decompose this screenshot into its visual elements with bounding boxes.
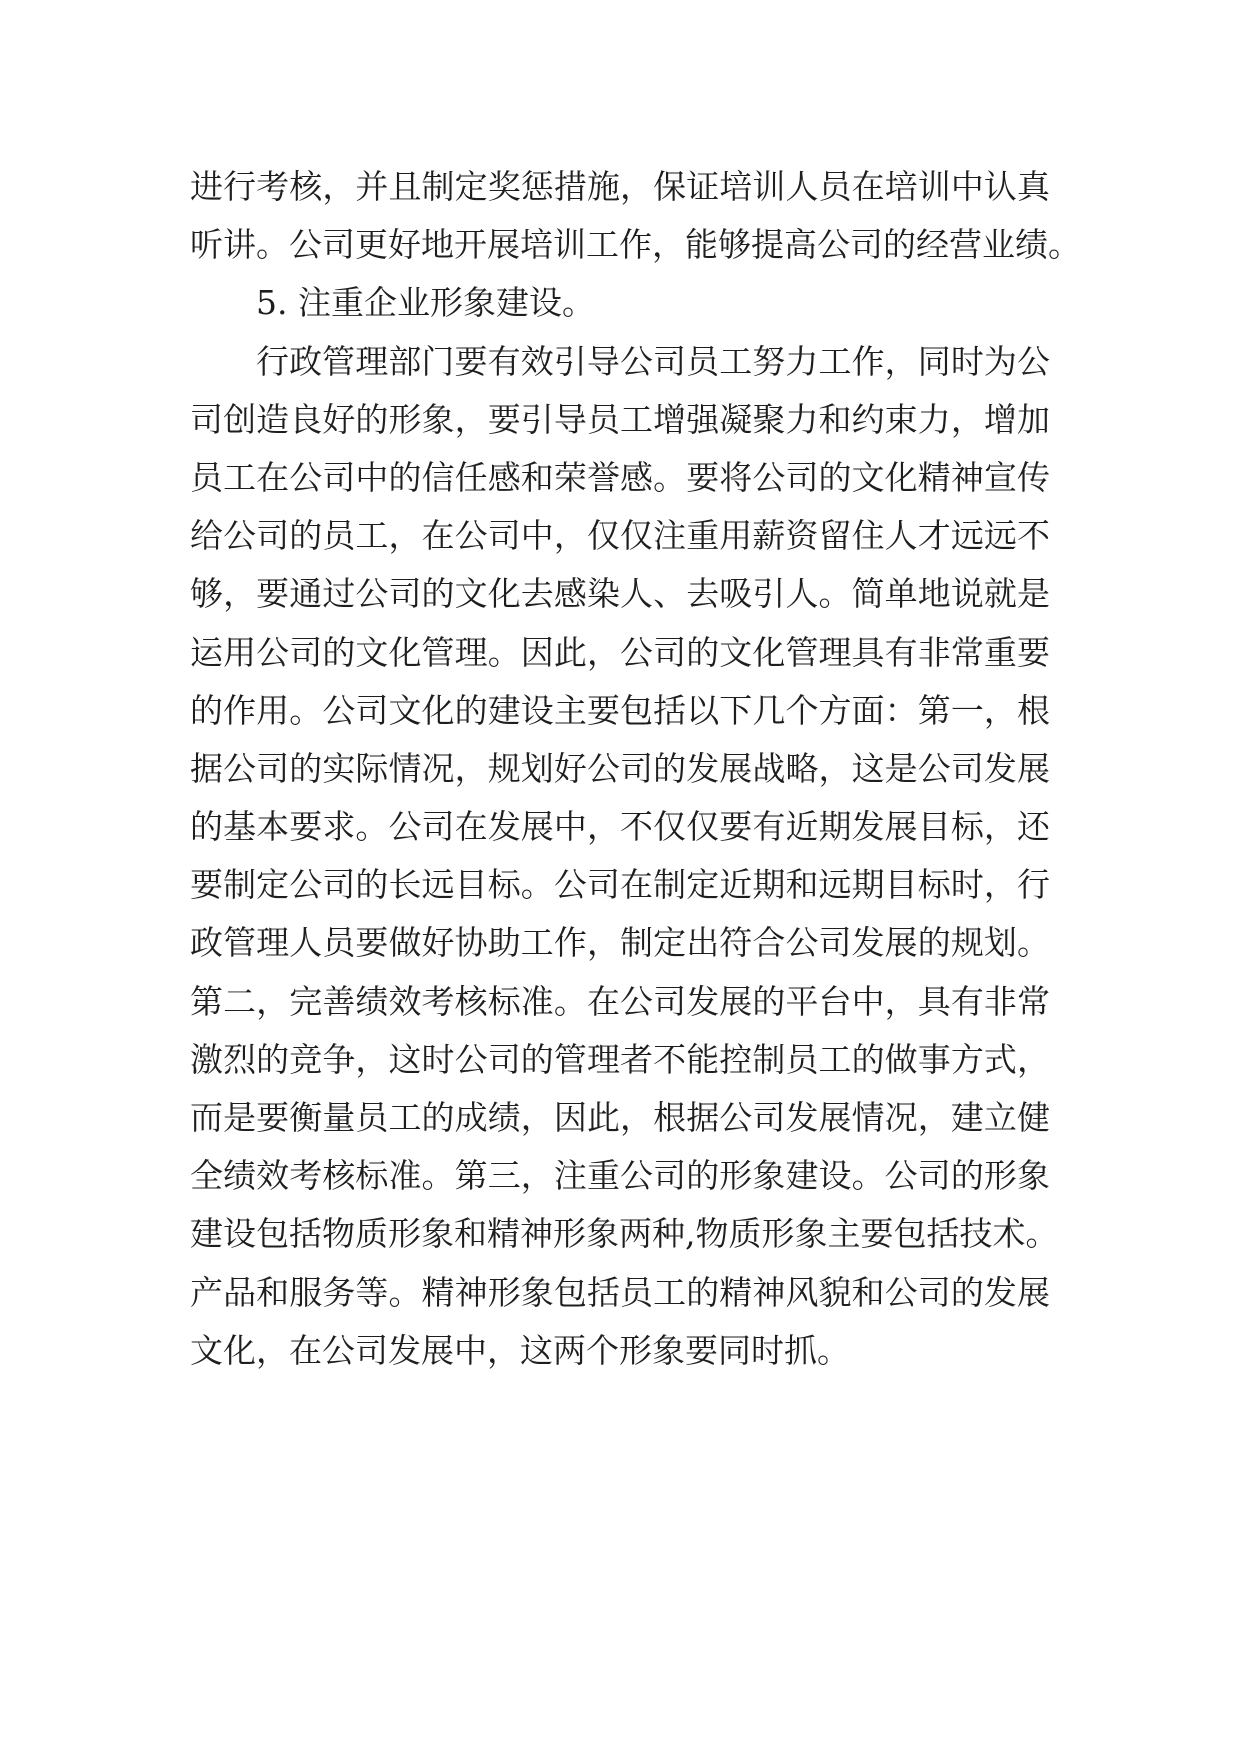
text-line: 司创造良好的形象，要引导员工增强凝聚力和约束力，增加 [190,399,1050,439]
text-line: 激烈的竞争，这时公司的管理者不能控制员工的做事方式， [190,1039,1050,1079]
text-line: 的作用。公司文化的建设主要包括以下几个方面：第一，根 [190,690,1050,730]
text-line: 文化，在公司发展中，这两个形象要同时抓。 [190,1330,850,1370]
text-line: 政管理人员要做好协助工作，制定出符合公司发展的规划。 [190,923,1050,963]
text-line: 行政管理部门要有效引导公司员工努力工作，同时为公 [256,341,1050,381]
text-line: 够，要通过公司的文化去感染人、去吸引人。简单地说就是 [190,574,1050,614]
text-line: 员工在公司中的信任感和荣誉感。要将公司的文化精神宣传 [190,457,1050,497]
text-line: 建设包括物质形象和精神形象两种,物质形象主要包括技术。 [190,1214,1059,1254]
body-text [190,158,1081,1380]
text-line: 要制定公司的长远目标。公司在制定近期和远期目标时，行 [190,865,1050,905]
text-line: 给公司的员工，在公司中，仅仅注重用薪资留住人才远远不 [190,516,1050,556]
text-line: 听讲。公司更好地开展培训工作，能够提高公司的经营业绩。 [190,225,1081,265]
text-line: 据公司的实际情况，规划好公司的发展战略，这是公司发展 [190,748,1050,788]
text-line: 进行考核，并且制定奖惩措施，保证培训人员在培训中认真 [190,167,1050,206]
text-line: 全绩效考核标准。第三，注重公司的形象建设。公司的形象 [190,1156,1050,1196]
text-line: 产品和服务等。精神形象包括员工的精神风貌和公司的发展 [190,1272,1050,1312]
text-line: 运用公司的文化管理。因此，公司的文化管理具有非常重要 [190,632,1050,672]
text-line: 5. 注重企业形象建设。 [256,283,595,323]
text-line: 而是要衡量员工的成绩，因此，根据公司发展情况，建立健 [190,1098,1050,1137]
text-line: 的基本要求。公司在发展中，不仅仅要有近期发展目标，还 [190,807,1050,847]
text-line: 第二，完善绩效考核标准。在公司发展的平台中，具有非常 [190,981,1050,1021]
